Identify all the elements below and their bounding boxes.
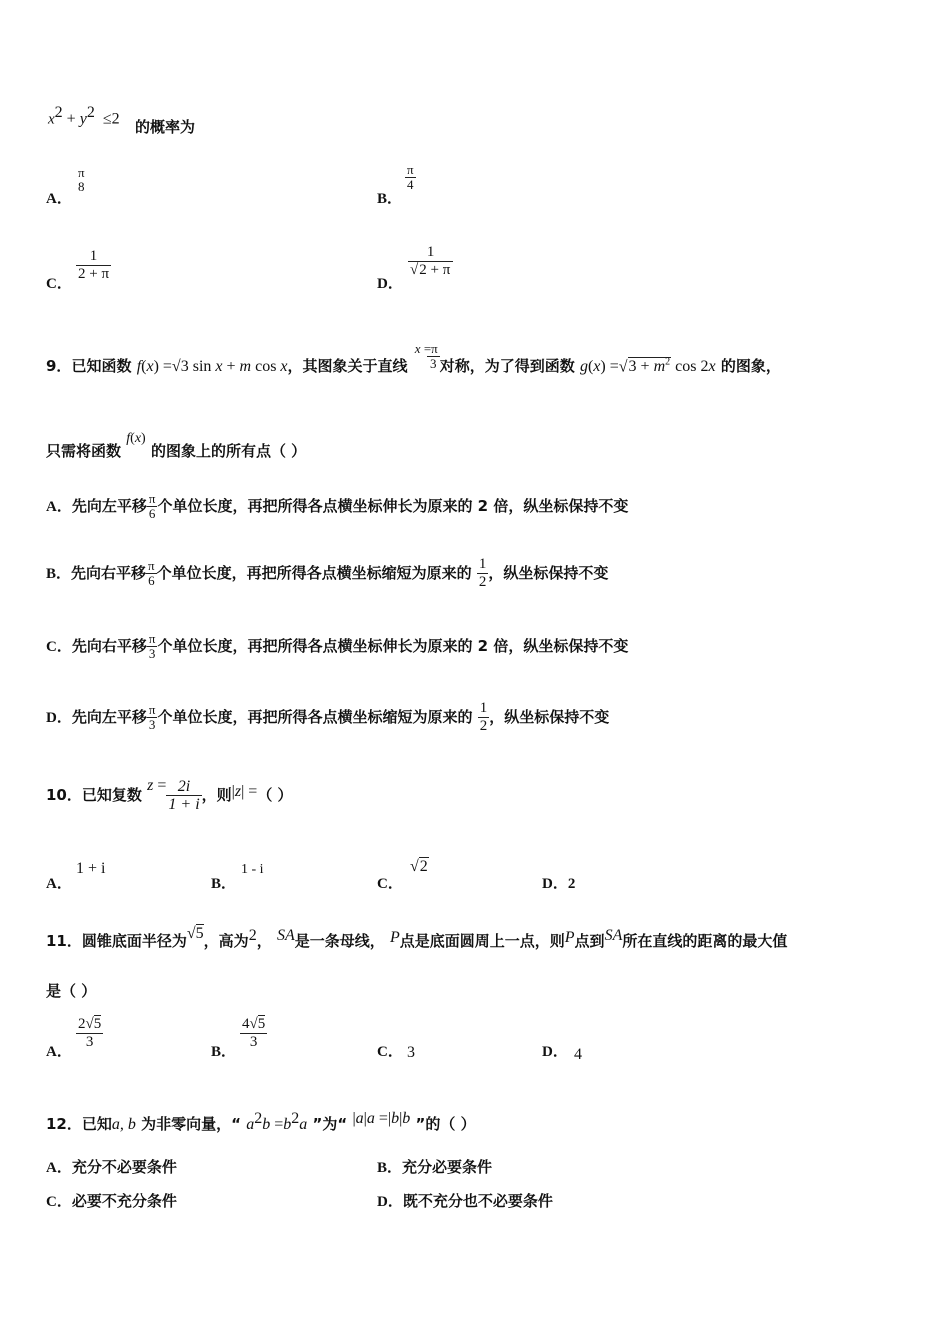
q10-option-a-label: A． (46, 876, 72, 892)
q8-option-b-label: B． (377, 191, 403, 207)
q10-option-c-label: C． (377, 876, 403, 892)
q10-option-b-value: 1 - i (241, 862, 264, 877)
q11-option-a-label: A． (46, 1044, 72, 1060)
q9-line2: 只需将函数 f(x) 的图象上的所有点（ ） (46, 431, 307, 460)
q8-option-a-label: A． (46, 191, 72, 207)
q11-option-c-label: C． (377, 1044, 403, 1060)
q11-option-a-fraction: $\frac{2√5}{3}$ (78, 1016, 102, 1050)
q9-option-b: B．先向右平移 $\frac{\pi}{6}$ 个单位长度，再把所得各点横坐标缩短为原来的 $\frac{1}{2}$ ，纵坐标保持不变 (46, 556, 609, 590)
q12-stem: 12．已知a, b 为非零向量，“ $a^2b =b^2a$ ”为“ |a|a =|b|b ”的（ ） (46, 1110, 476, 1133)
q10-option-c-value: √2 (410, 858, 428, 875)
q11-option-b-fraction: $\frac{4√5}{3}$ (242, 1016, 266, 1050)
q12-option-a: A．充分不必要条件 (46, 1158, 177, 1176)
q9-option-a: A．先向左平移 $\frac{\pi}{6}$ 个单位长度，再把所得各点横坐标伸长为原来的 2 倍，纵坐标保持不变 (46, 491, 629, 521)
q11-option-d-value: 4 (574, 1046, 582, 1063)
q12-option-d: D．既不充分也不必要条件 (377, 1192, 553, 1210)
q10-option-d-label: D．2 (542, 876, 576, 892)
q10-option-a-value: 1 + i (76, 860, 106, 877)
q9-option-c: C．先向右平移 $\frac{\pi}{3}$ 个单位长度，再把所得各点横坐标伸长为原来的 2 倍，纵坐标保持不变 (46, 631, 629, 661)
q8-option-c-fraction: $\frac{1}{2 + \pi}$ (78, 248, 110, 282)
q8-option-b-fraction: $\frac{\pi}{4}$ (407, 162, 414, 192)
q8-option-d-label: D． (377, 276, 403, 292)
q11-option-b-label: B． (211, 1044, 237, 1060)
q11-stem-line2: 是（ ） (46, 982, 97, 1000)
q8-option-c-label: C． (46, 276, 72, 292)
q8-option-d-fraction: $\frac{1}{√2 + \pi}$ (408, 244, 453, 279)
q10-stem: 10．已知复数 z = $\frac{2i}{1 + i}$ ，则|z| =（ ） (46, 777, 293, 813)
q8-stem-text: 的概率为 (135, 118, 196, 136)
q12-option-c: C．必要不充分条件 (46, 1192, 177, 1210)
q11-stem-line1: 11．圆锥底面半径为√5，高为2， SA是一条母线， P点是底面圆周上一点，则P点到SA所在直线的距离的最大值 (46, 925, 788, 950)
q9-line1: 9．已知函数 f(x) =√3 sin x + m cos x，其图象关于直线 $\frac{x =\pi}{3}$ 对称，为了得到函数 $g(x) =√3 + m^2$ cos 2x 的图象， (46, 341, 781, 375)
q9-option-d: D．先向左平移 $\frac{\pi}{3}$ 个单位长度，再把所得各点横坐标缩短为原来的 $\frac{1}{2}$ ，纵坐标保持不变 (46, 700, 610, 734)
q11-option-d-label: D． (542, 1044, 568, 1060)
q11-option-c-value: 3 (407, 1044, 415, 1061)
q12-option-b: B．充分必要条件 (377, 1158, 493, 1176)
q8-stem: $x^2 + y^2 \le 2$ (48, 104, 120, 128)
q10-option-b-label: B． (211, 876, 237, 892)
q8-option-a-fraction: π 8 (78, 165, 85, 194)
